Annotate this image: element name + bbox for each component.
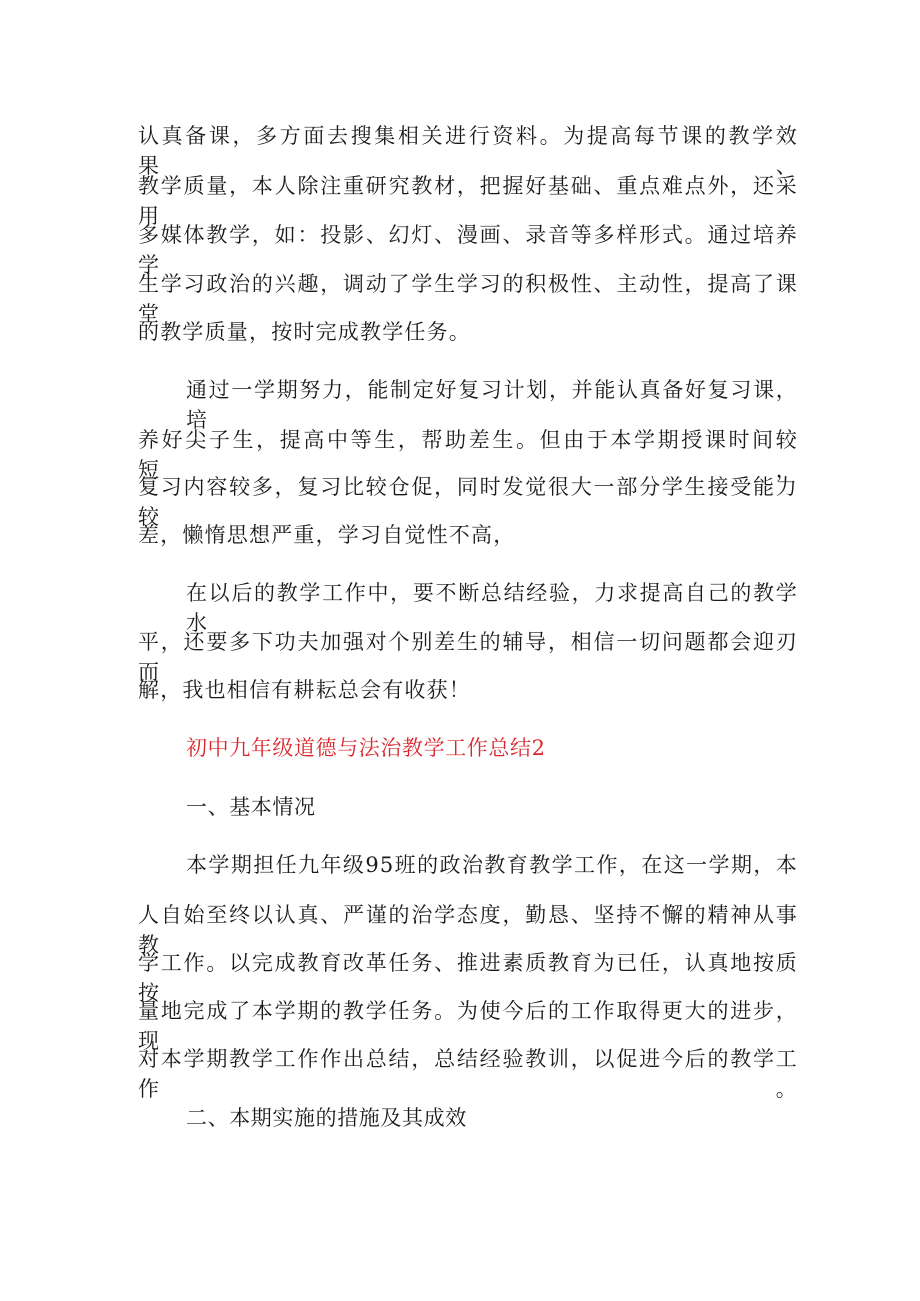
paragraph-line: 的教学质量，按时完成教学任务。 [138, 320, 471, 344]
paragraph-line: 养好尖子生，提高中等生，帮助差生。但由于本学期授课时间较短， [138, 428, 798, 482]
paragraph-line: 复习内容较多，复习比较仓促，同时发觉很大一部分学生接受能力较 [138, 475, 798, 529]
paragraph-line: 差，懒惰思想严重，学习自觉性不高， [138, 523, 516, 547]
paragraph-line: 多媒体教学，如：投影、幻灯、漫画、录音等多样形式。通过培养学 [138, 223, 798, 277]
paragraph-line: 解，我也相信有耕耘总会有收获！ [138, 678, 471, 702]
paragraph-line: 教学质量，本人除注重研究教材，把握好基础、重点难点外，还采用 [138, 174, 798, 228]
paragraph-line: 人自始至终以认真、严谨的治学态度，勤恳、坚持不懈的精神从事教 [138, 903, 798, 957]
paragraph-line: 在以后的教学工作中，要不断总结经验，力求提高自己的教学水 [186, 581, 798, 635]
paragraph-line: 通过一学期努力，能制定好复习计划，并能认真备好复习课，培 [186, 378, 798, 432]
subheading-measures: 二、本期实施的措施及其成效 [186, 1106, 467, 1130]
subheading-basic-situation: 一、基本情况 [186, 795, 316, 819]
paragraph-line: 学工作。以完成教育改革任务、推进素质教育为已任，认真地按质按 [138, 951, 798, 1005]
paragraph-line: 认真备课，多方面去搜集相关进行资料。为提高每节课的教学效果、 [138, 124, 798, 178]
section-title: 初中九年级道德与法治教学工作总结2 [186, 736, 546, 760]
paragraph-line: 平，还要多下功夫加强对个别差生的辅导，相信一切问题都会迎刃而 [138, 630, 798, 684]
paragraph-line: 对本学期教学工作作出总结，总结经验教训，以促进今后的教学工作。 [138, 1047, 798, 1101]
paragraph-line: 生学习政治的兴趣，调动了学生学习的积极性、主动性，提高了课堂 [138, 272, 798, 326]
paragraph-line: 本学期担任九年级95班的政治教育教学工作，在这一学期，本 [186, 853, 798, 877]
paragraph-line: 量地完成了本学期的教学任务。为使今后的工作取得更大的进步，现 [138, 999, 798, 1053]
